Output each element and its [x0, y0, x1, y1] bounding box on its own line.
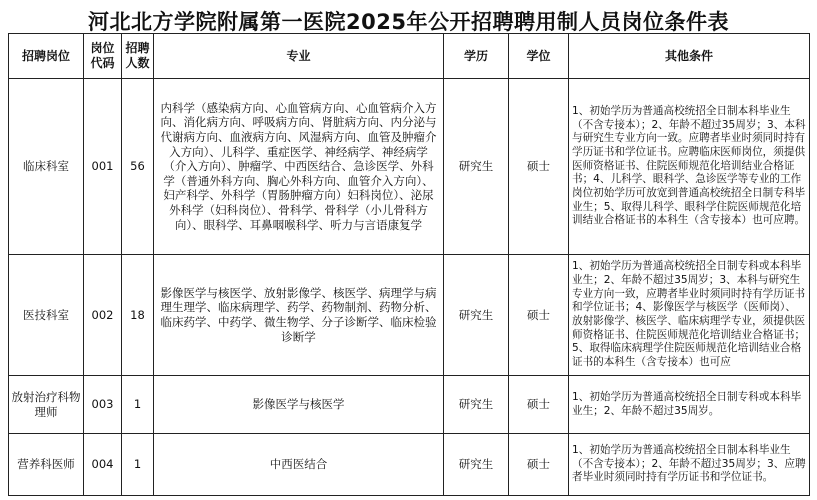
cell-major: 影像医学与核医学: [154, 376, 444, 434]
header-other: 其他条件: [569, 34, 810, 79]
cell-post: 医技科室: [9, 255, 84, 376]
table-header-row: [9, 34, 810, 79]
header-code: 岗位代码: [84, 34, 122, 79]
cell-degree: 硕士: [509, 79, 569, 255]
cell-post: 营养科医师: [9, 434, 84, 496]
recruitment-table: [8, 33, 810, 496]
cell-major: 影像医学与核医学、放射影像学、核医学、病理学与病理生理学、临床病理学、药学、药物制剂、药物分析、临床药学、中药学、微生物学、分子诊断学、临床检验诊断学: [154, 255, 444, 376]
table-row: [9, 79, 810, 255]
cell-code: 003: [84, 376, 122, 434]
cell-other: 1、初始学历为普通高校统招全日制专科或本科毕业生；2、年龄不超过35周岁；3、本科与研究生专业方向一致，应聘者毕业时须同时持有学历证书和学位证书；4、影像医学与核医学（医师岗）、放射影像学、核医学、临床病理学专业，须提供医师资格证书、住院医师规范化培训结业合格证书；5、取得临床病理学住院医师规范化培训结业合格证书的本科生（含专接本）也可应: [569, 255, 810, 376]
cell-education: 研究生: [444, 376, 509, 434]
table-row: [9, 376, 810, 434]
cell-education: 研究生: [444, 79, 509, 255]
cell-other: 1、初始学历为普通高校统招全日制专科或本科毕业生；2、年龄不超过35周岁。: [569, 376, 810, 434]
cell-count: 1: [122, 376, 154, 434]
header-count: 招聘人数: [122, 34, 154, 79]
cell-other: 1、初始学历为普通高校统招全日制本科毕业生（不含专接本）；2、年龄不超过35周岁；3、本科与研究生专业方向一致。应聘者毕业时须同时持有学历证书和学位证书。应聘临床医师岗位，须提供医师资格证书、住院医师规范化培训结业合格证书；4、儿科学、眼科学、急诊医学等专业的工作岗位初始学历可放宽到普通高校统招全日制专科毕业生；5、取得儿科学、眼科学住院医师规范化培训结业合格证书的本科生（含专接本）也可应聘。: [569, 79, 810, 255]
cell-post: 放射治疗科物理师: [9, 376, 84, 434]
cell-other: 1、初始学历为普通高校统招全日制本科毕业生（不含专接本）；2、年龄不超过35周岁；3、应聘者毕业时须同时持有学历证书和学位证书。: [569, 434, 810, 496]
cell-degree: 硕士: [509, 434, 569, 496]
table-row: [9, 434, 810, 496]
cell-major: 内科学（感染病方向、心血管病方向、心血管病介入方向、消化病方向、呼吸病方向、肾脏病方向、内分泌与代谢病方向、血液病方向、风湿病方向、血管及肿瘤介入方向）、儿科学、重症医学、神经病学、神经病学（介入方向）、肿瘤学、中西医结合、急诊医学、外科学（普通外科方向、胸心外科方向、血管介入方向）、妇产科学、外科学（胃肠肿瘤方向）妇科岗位）、泌尿外科学（妇科岗位）、骨科学、骨科学（小儿骨科方向）、眼科学、耳鼻咽喉科学、听力与言语康复学: [154, 79, 444, 255]
header-major: 专业: [154, 34, 444, 79]
cell-code: 001: [84, 79, 122, 255]
cell-education: 研究生: [444, 255, 509, 376]
header-degree: 学位: [509, 34, 569, 79]
cell-education: 研究生: [444, 434, 509, 496]
cell-degree: 硕士: [509, 376, 569, 434]
cell-major: 中西医结合: [154, 434, 444, 496]
header-post: 招聘岗位: [9, 34, 84, 79]
cell-code: 004: [84, 434, 122, 496]
document-title: 河北北方学院附属第一医院2025年公开招聘聘用制人员岗位条件表: [88, 10, 729, 34]
cell-code: 002: [84, 255, 122, 376]
cell-count: 18: [122, 255, 154, 376]
table-row: [9, 255, 810, 376]
cell-count: 1: [122, 434, 154, 496]
cell-degree: 硕士: [509, 255, 569, 376]
cell-count: 56: [122, 79, 154, 255]
cell-post: 临床科室: [9, 79, 84, 255]
header-education: 学历: [444, 34, 509, 79]
